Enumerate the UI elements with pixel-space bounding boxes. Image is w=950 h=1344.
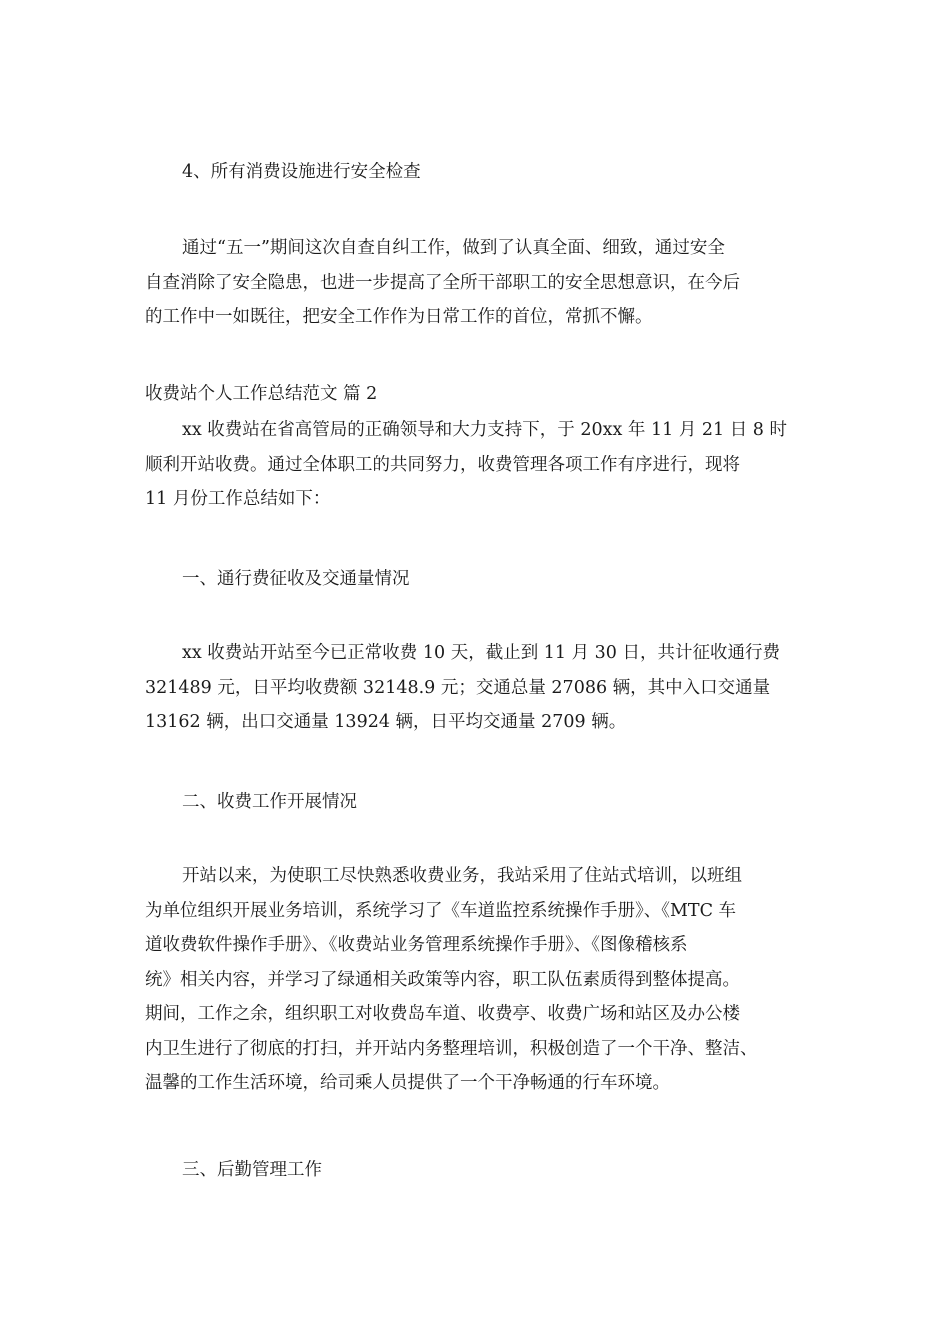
paragraph-line: 的工作中一如既往，把安全工作作为日常工作的首位，常抓不懈。 [145, 307, 653, 327]
intro-paragraph [145, 413, 825, 517]
paragraph-line: 321489 元，日平均收费额 32148.9 元；交通总量 27086 辆，其中入口交通量 [145, 677, 771, 698]
paragraph-line: 道收费软件操作手册》、《收费站业务管理系统操作手册》、《图像稽核系 [145, 935, 688, 955]
paragraph-line: 为单位组织开展业务培训，系统学习了《车道监控系统操作手册》、《MTC 车 [145, 900, 737, 921]
paragraph-line: 13162 辆，出口交通量 13924 辆，日平均交通量 2709 辆。 [145, 712, 627, 732]
section-heading-2 [145, 785, 862, 820]
paragraph-line: 统》相关内容，并学习了绿通相关政策等内容，职工队伍素质得到整体提高。 [145, 969, 740, 990]
section1-paragraph [145, 636, 825, 740]
paragraph-line: 通过“五一”期间这次自查自纠工作，做到了认真全面、细致，通过安全 [182, 238, 725, 258]
paragraph-line: 开站以来，为使职工尽快熟悉收费业务，我站采用了住站式培训，以班组 [182, 866, 742, 886]
paragraph-line: xx 收费站在省高管局的正确领导和大力支持下，于 20xx 年 11 月 21 日 8 时 [182, 420, 787, 440]
paragraph-line: 期间，工作之余，组织职工对收费岛车道、收费亭、收费广场和站区及办公楼 [145, 1004, 740, 1024]
section2-paragraph [145, 859, 825, 1101]
paragraph-line: 顺利开站收费。通过全体职工的共同努力，收费管理各项工作有序进行，现将 [145, 454, 740, 475]
item-text: 4、所有消费设施进行安全检查 [182, 162, 421, 182]
heading-text: 二、收费工作开展情况 [182, 792, 357, 812]
section-heading-3 [145, 1153, 862, 1188]
heading-text: 三、后勤管理工作 [182, 1160, 322, 1180]
article-title [145, 377, 825, 412]
paragraph-line: 11 月份工作总结如下： [145, 489, 331, 509]
summary-paragraph [145, 231, 825, 335]
paragraph-line: 温馨的工作生活环境，给司乘人员提供了一个干净畅通的行车环境。 [145, 1073, 670, 1093]
paragraph-line: 自查消除了安全隐患，也进一步提高了全所干部职工的安全思想意识，在今后 [145, 272, 740, 293]
title-text: 收费站个人工作总结范文 篇 2 [145, 384, 378, 404]
paragraph-line: 内卫生进行了彻底的打扫，并开站内务整理培训，积极创造了一个干净、整洁、 [145, 1038, 758, 1059]
paragraph-line: xx 收费站开站至今已正常收费 10 天，截止到 11 月 30 日，共计征收通行费 [182, 643, 780, 663]
heading-text: 一、通行费征收及交通量情况 [182, 569, 410, 589]
section-heading-1 [145, 562, 862, 597]
list-item-safety-check [145, 155, 862, 190]
